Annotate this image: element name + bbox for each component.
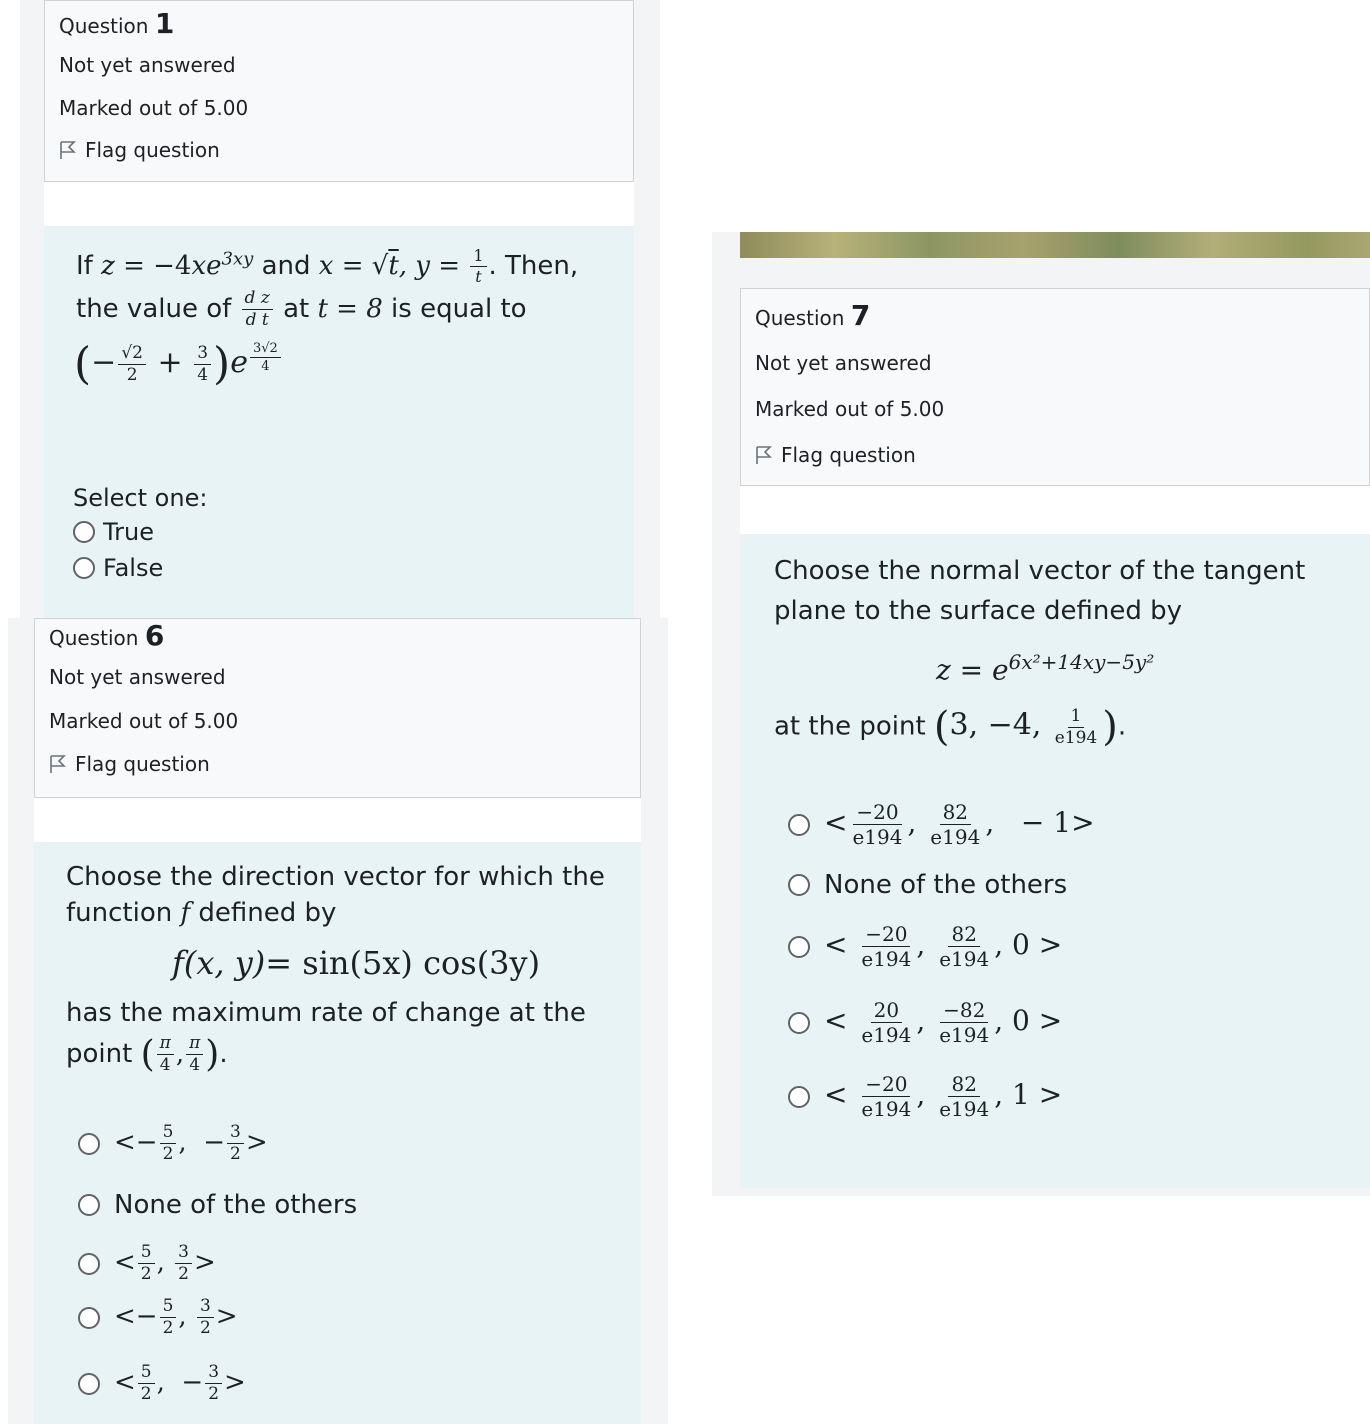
radio-icon[interactable] bbox=[78, 1133, 100, 1155]
q6-question-line2: function f defined by bbox=[66, 898, 337, 928]
q7-option-e[interactable] bbox=[788, 1074, 1062, 1119]
q7-option-d[interactable] bbox=[788, 1000, 1062, 1045]
q6-question-point: point ( $\frac{\pi}{4}$ , $\frac{\pi}{4}$ ). bbox=[66, 1033, 228, 1075]
q7-question-point: at the point (3, −4, $\frac{1}{e194}$ ). bbox=[774, 704, 1127, 750]
q1-flag-question[interactable] bbox=[59, 138, 220, 162]
q7-option-b-label: None of the others bbox=[824, 870, 1068, 900]
q7-option-c-label: < $\frac{-20}{e194}$ , $\frac{82}{e194}$ , 0 > bbox=[824, 922, 1063, 971]
q1-option-false-label: False bbox=[103, 554, 164, 582]
q7-flag-label: Flag question bbox=[781, 443, 916, 467]
q6-question-line3: has the maximum rate of change at the bbox=[66, 998, 586, 1028]
q1-option-false[interactable] bbox=[73, 554, 163, 582]
q7-status: Not yet answered bbox=[755, 351, 932, 375]
q1-option-true-label: True bbox=[103, 518, 154, 546]
radio-icon[interactable] bbox=[78, 1373, 100, 1395]
q1-question-number: Question 1 bbox=[59, 7, 175, 40]
q6-option-e-label: < $\frac{5}{2}$ , − $\frac{3}{2}$ > bbox=[114, 1362, 246, 1404]
q7-info-box bbox=[740, 288, 1370, 486]
q1-info-box bbox=[44, 0, 634, 182]
radio-icon[interactable] bbox=[73, 557, 95, 579]
background-photo-strip bbox=[740, 232, 1370, 258]
q1-marks: Marked out of 5.00 bbox=[59, 96, 249, 120]
q6-status: Not yet answered bbox=[49, 665, 226, 689]
radio-icon[interactable] bbox=[788, 1012, 810, 1034]
q6-option-e[interactable] bbox=[78, 1364, 246, 1403]
q6-option-d-label: <− $\frac{5}{2}$ , $\frac{3}{2}$ > bbox=[114, 1296, 238, 1338]
q7-spacer bbox=[740, 486, 1370, 534]
q6-question-number: Question 6 bbox=[49, 619, 165, 652]
q6-spacer bbox=[34, 798, 641, 842]
radio-icon[interactable] bbox=[78, 1307, 100, 1329]
q7-formula: $z = e^{6x^2+14xy-5y^2}$ bbox=[936, 650, 1155, 687]
q7-option-d-label: < $\frac{20}{e194}$ , $\frac{-82}{e194}$ , 0 > bbox=[824, 998, 1063, 1047]
q6-option-a[interactable] bbox=[78, 1124, 268, 1163]
q7-option-a-label: < $\frac{-20}{e194}$ , $\frac{82}{e194}$ , − 1> bbox=[824, 800, 1095, 849]
q1-flag-label: Flag question bbox=[85, 138, 220, 162]
q7-option-b[interactable] bbox=[788, 870, 1067, 900]
q1-status: Not yet answered bbox=[59, 53, 236, 77]
q6-option-d[interactable] bbox=[78, 1298, 238, 1337]
q1-spacer bbox=[44, 182, 634, 226]
radio-icon[interactable] bbox=[73, 521, 95, 543]
q6-option-b[interactable] bbox=[78, 1190, 357, 1220]
flag-icon bbox=[59, 140, 77, 160]
radio-icon[interactable] bbox=[788, 874, 810, 896]
flag-icon bbox=[49, 754, 67, 774]
q7-marks: Marked out of 5.00 bbox=[755, 397, 945, 421]
radio-icon[interactable] bbox=[78, 1194, 100, 1216]
radio-icon[interactable] bbox=[78, 1253, 100, 1275]
q7-content bbox=[740, 534, 1370, 1188]
q6-info-box bbox=[34, 618, 641, 798]
q6-option-a-label: <− $\frac{5}{2}$ , − $\frac{3}{2}$ > bbox=[114, 1122, 268, 1164]
q6-option-c[interactable] bbox=[78, 1244, 216, 1283]
q7-option-a[interactable] bbox=[788, 802, 1095, 847]
radio-icon[interactable] bbox=[788, 814, 810, 836]
q7-option-c[interactable] bbox=[788, 924, 1062, 969]
q7-question-number: Question 7 bbox=[755, 299, 871, 332]
q1-question-expression: (− $\frac{√2}{2}$ + $\frac{3}{4}$ )e $^{\frac{3√2}{4}}$ bbox=[74, 338, 283, 390]
q7-option-e-label: < $\frac{-20}{e194}$ , $\frac{82}{e194}$ , 1 > bbox=[824, 1072, 1063, 1121]
radio-icon[interactable] bbox=[788, 936, 810, 958]
q1-select-label: Select one: bbox=[73, 484, 208, 512]
q1-question-line1: If $z = -4xe^{3xy}$ and x = √t, y = $\frac{1}{t}$ . Then, bbox=[76, 246, 579, 286]
q1-content bbox=[44, 226, 634, 618]
q6-marks: Marked out of 5.00 bbox=[49, 709, 239, 733]
q6-flag-question[interactable] bbox=[49, 752, 210, 776]
q1-question-line2: the value of $\frac{\text{d z}}{\text{d t}}$ at t = 8 is equal to bbox=[76, 288, 527, 330]
q6-content bbox=[34, 842, 641, 1424]
q1-option-true[interactable] bbox=[73, 518, 154, 546]
q6-option-c-label: < $\frac{5}{2}$ , $\frac{3}{2}$ > bbox=[114, 1242, 216, 1284]
q6-question-line1: Choose the direction vector for which the bbox=[66, 862, 605, 892]
q6-option-b-label: None of the others bbox=[114, 1190, 358, 1220]
flag-icon bbox=[755, 445, 773, 465]
q7-question-line1: Choose the normal vector of the tangent bbox=[774, 556, 1306, 586]
q6-formula: f(x, y)= sin(5x) cos(3y) bbox=[172, 944, 541, 982]
q7-question-line2: plane to the surface defined by bbox=[774, 596, 1183, 626]
q6-flag-label: Flag question bbox=[75, 752, 210, 776]
q7-flag-question[interactable] bbox=[755, 443, 916, 467]
radio-icon[interactable] bbox=[788, 1086, 810, 1108]
